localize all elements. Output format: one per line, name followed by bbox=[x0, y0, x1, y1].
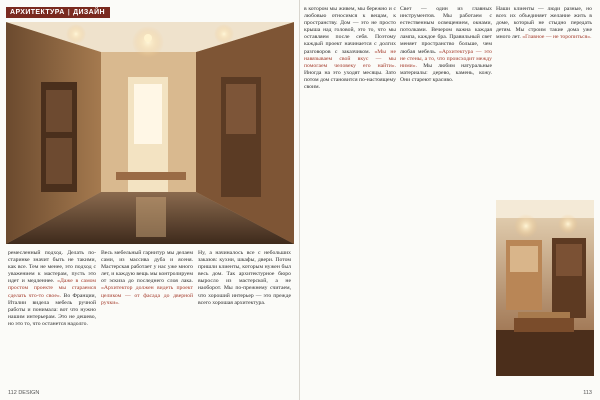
section-header bbox=[6, 7, 110, 18]
body-text: Весь мебельный гарнитур мы делаем сами, из массива дуба и ясеня. Мастерская работает у нас уже много лет, и каждую вещь мы контролируем от эскиза до последнего слоя лака. bbox=[101, 250, 193, 285]
text-column-1 bbox=[8, 250, 96, 328]
interior-hallway-photo bbox=[6, 22, 294, 244]
text-column-1 bbox=[304, 6, 396, 91]
body-text: Ну, а начиналось все с небольших заказов: кухни, шкафы, двери. Потом пришли клиенты, которым нужен был весь дом. Так архитектурное бюро выросло из мастерской, а не наоборот. bbox=[198, 250, 291, 292]
text-column-2 bbox=[101, 250, 193, 307]
interior-room-photo bbox=[496, 200, 594, 376]
pull-quote: «Мы не навязываем свой вкус — мы помогаем человеку его найти». bbox=[304, 48, 397, 69]
body-text: Во Франции, Италии видела мебель ручной работы и понимала: вот что нужно нашим интерьерам. Это не дешево, но это то, что останется надолго. bbox=[8, 292, 97, 327]
pull-quote: «Даже в самом простом проекте мы стараемся сделать что-то свое». bbox=[8, 278, 97, 299]
page-number-left bbox=[8, 390, 39, 396]
text-column-2 bbox=[400, 6, 492, 84]
body-text: Наши клиенты — люди разные, но всех их объединяет желание жить в доме, который не стыдно передать детям. Мы строим такие дома уже много лет. bbox=[496, 6, 592, 41]
text-column-3 bbox=[198, 250, 291, 307]
body-text: Свет — один из главных инструментов. Мы работаем с естественным освещением, окнами, потолками. Вечером важна каждая лампа, каждое бра. Правильный свет меняет пространство больше, чем любая мебель. bbox=[400, 6, 492, 55]
folio-number: 112 bbox=[8, 390, 17, 396]
folio-brand: DESIGN bbox=[18, 390, 40, 396]
body-text: Мы по-прежнему считаем, что хороший интерьер — это прежде всего хорошая архитектура. bbox=[198, 285, 292, 306]
page-number-right: 113 bbox=[583, 390, 592, 396]
body-text: ремесленный подход. Делать по-старинке значит быть не такими, как все. Тем не менее, это подход с уважением к мастерам, пусть это идет и медленнее. bbox=[8, 250, 96, 285]
text-column-3 bbox=[496, 6, 592, 41]
topic-label: ДИЗАЙН bbox=[73, 9, 106, 16]
pull-quote: «Архитектор должен видеть проект целиком — от фасада до дверной ручки». bbox=[101, 285, 193, 306]
pull-quote: «Главное — не торопиться». bbox=[522, 34, 592, 41]
body-text: в котором мы живем, мы бережно и с любовью относимся к вещам, к пространству. Дом — это не просто крыша над головой, это то, что мы оставляем после себя. Поэтому каждый проект начинается с долгих разговоров с заказчиком. bbox=[304, 6, 396, 55]
pull-quote: «Архитектура — это не стены, а то, что происходит между ними». bbox=[400, 48, 492, 69]
section-label: АРХИТЕКТУРА bbox=[10, 9, 65, 16]
right-page bbox=[300, 0, 600, 400]
body-text: Мы любим натуральные материалы: дерево, камень, кожу. Они стареют красиво. bbox=[400, 62, 493, 83]
section-separator: | bbox=[67, 9, 71, 16]
body-text: Иногда на это уходят месяцы. Зато потом дом становится по-настоящему своим. bbox=[304, 69, 396, 91]
